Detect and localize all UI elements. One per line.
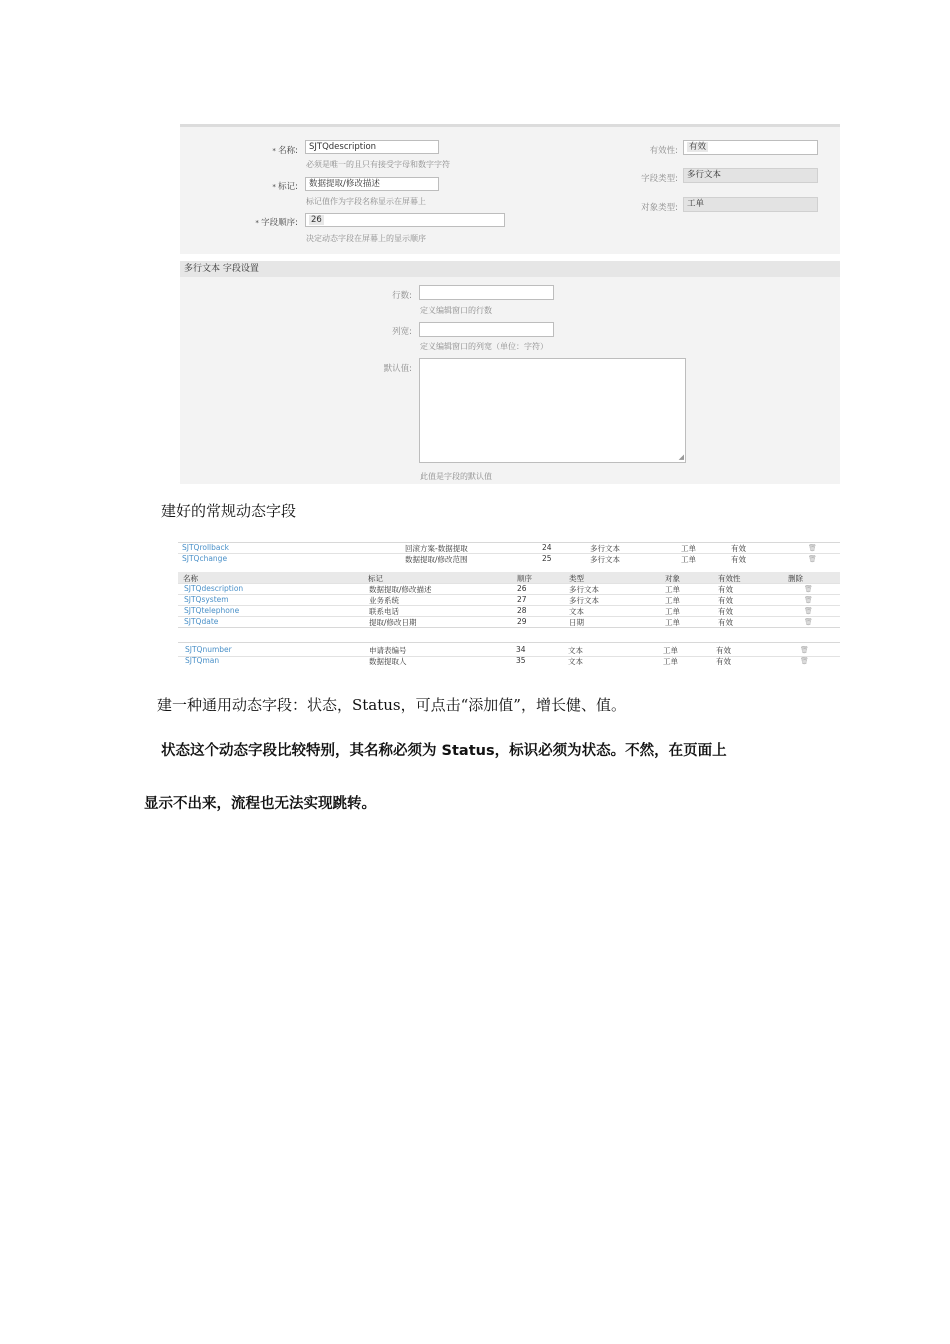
rows-label: 行数: <box>392 291 412 301</box>
list-item-tag: 申请表编号 <box>369 646 407 655</box>
list-item-tag: 业务系统 <box>369 596 399 605</box>
name-input[interactable]: SJTQdescription <box>305 140 439 154</box>
list-item-name[interactable]: SJTQchange <box>182 554 228 563</box>
object-type-value: 工单 <box>683 197 818 212</box>
list-item-name[interactable]: SJTQdescription <box>184 584 244 593</box>
trash-icon[interactable]: 🗑 <box>808 544 817 552</box>
list-item-name[interactable]: SJTQrollback <box>182 543 229 552</box>
column-header-delete: 删除 <box>788 574 803 583</box>
list-item-tag: 数据提取/修改范围 <box>405 555 468 564</box>
list-item-order: 24 <box>542 543 552 552</box>
paragraph-note-line1: 状态这个动态字段比较特别，其名称必须为 Status，标识必须为状态。不然，在页面上 <box>161 743 727 759</box>
list-item-valid: 有效 <box>716 657 731 666</box>
column-header-object[interactable]: 对象 <box>665 574 680 583</box>
trash-icon[interactable]: 🗑 <box>804 585 813 593</box>
multiline-settings-panel <box>180 261 840 484</box>
field-type-value: 多行文本 <box>683 168 818 183</box>
cols-hint: 定义编辑窗口的列宽（单位：字符） <box>420 342 548 351</box>
list-item-name[interactable]: SJTQtelephone <box>184 606 240 615</box>
field-list-screenshot <box>178 542 840 668</box>
list-item-type: 多行文本 <box>569 585 599 594</box>
list-item-object: 工单 <box>665 607 680 616</box>
trash-icon[interactable]: 🗑 <box>800 646 809 654</box>
validity-select[interactable]: 有效 <box>683 140 818 155</box>
cols-label: 列宽: <box>392 327 412 337</box>
object-type-label: 对象类型: <box>641 203 678 213</box>
rows-input[interactable] <box>419 285 554 300</box>
list-item-valid: 有效 <box>718 607 733 616</box>
default-hint: 此值是字段的默认值 <box>420 472 492 481</box>
name-label: * 名称: <box>272 146 298 156</box>
list-item-tag: 回滚方案-数据提取 <box>405 544 468 553</box>
column-header-type[interactable]: 类型 <box>569 574 584 583</box>
rows-hint: 定义编辑窗口的行数 <box>420 306 492 315</box>
list-item-object: 工单 <box>681 555 696 564</box>
dynamic-field-form-screenshot <box>180 124 840 484</box>
order-input[interactable]: 26 <box>305 213 505 227</box>
settings-title: 多行文本 字段设置 <box>180 261 840 277</box>
list-item-object: 工单 <box>665 585 680 594</box>
column-header-tag[interactable]: 标记 <box>368 574 383 583</box>
list-item-tag: 联系电话 <box>369 607 399 616</box>
list-item-object: 工单 <box>665 596 680 605</box>
list-item-order: 28 <box>517 606 527 615</box>
trash-icon[interactable]: 🗑 <box>800 657 809 665</box>
list-item-type: 多行文本 <box>590 544 620 553</box>
validity-label: 有效性: <box>649 146 678 156</box>
list-item-valid: 有效 <box>718 596 733 605</box>
name-hint: 必须是唯一的且只有接受字母和数字字符 <box>306 160 450 169</box>
list-item-order: 29 <box>517 617 527 626</box>
list-item-valid: 有效 <box>718 618 733 627</box>
list-item-order: 34 <box>516 645 526 654</box>
list-item-tag: 数据提取人 <box>369 657 407 666</box>
default-label: 默认值: <box>383 364 412 374</box>
list-item-valid: 有效 <box>716 646 731 655</box>
list-item-type: 日期 <box>569 618 584 627</box>
list-item-type: 多行文本 <box>590 555 620 564</box>
list-item-valid: 有效 <box>718 585 733 594</box>
trash-icon[interactable]: 🗑 <box>808 555 817 563</box>
order-hint: 决定动态字段在屏幕上的显示顺序 <box>306 234 426 243</box>
resize-grip-icon[interactable]: ◢ <box>678 453 684 461</box>
list-item-tag: 提取/修改日期 <box>369 618 417 627</box>
caption-built-fields: 建好的常规动态字段 <box>161 502 297 520</box>
list-item-order: 25 <box>542 554 552 563</box>
tag-hint: 标记值作为字段名称显示在屏幕上 <box>306 197 426 206</box>
trash-icon[interactable]: 🗑 <box>804 618 813 626</box>
list-item-object: 工单 <box>663 657 678 666</box>
column-header-name[interactable]: 名称 <box>183 574 198 583</box>
list-item-type: 多行文本 <box>569 596 599 605</box>
list-item-type: 文本 <box>568 646 583 655</box>
column-header-order[interactable]: 顺序 <box>517 574 532 583</box>
paragraph-status-field: 建一种通用动态字段：状态，Status，可点击“添加值”，增长健、值。 <box>157 696 626 714</box>
tag-label: * 标记: <box>272 182 298 192</box>
list-item-object: 工单 <box>663 646 678 655</box>
field-type-label: 字段类型: <box>641 174 678 184</box>
tag-input[interactable]: 数据提取/修改描述 <box>305 177 439 191</box>
list-item-tag: 数据提取/修改描述 <box>369 585 432 594</box>
list-item-order: 35 <box>516 656 526 665</box>
default-value-textarea[interactable] <box>419 358 686 463</box>
paragraph-note-line2: 显示不出来，流程也无法实现跳转。 <box>144 796 376 812</box>
column-header-valid[interactable]: 有效性 <box>718 574 741 583</box>
list-item-object: 工单 <box>665 618 680 627</box>
general-settings-panel <box>180 124 840 254</box>
list-item-type: 文本 <box>569 607 584 616</box>
order-label: * 字段顺序: <box>255 218 298 228</box>
list-item-name[interactable]: SJTQman <box>185 656 220 665</box>
list-item-order: 27 <box>517 595 527 604</box>
cols-input[interactable] <box>419 322 554 337</box>
list-item-order: 26 <box>517 584 527 593</box>
list-item-object: 工单 <box>681 544 696 553</box>
trash-icon[interactable]: 🗑 <box>804 596 813 604</box>
trash-icon[interactable]: 🗑 <box>804 607 813 615</box>
list-item-valid: 有效 <box>731 555 746 564</box>
list-item-type: 文本 <box>568 657 583 666</box>
list-item-valid: 有效 <box>731 544 746 553</box>
list-item-name[interactable]: SJTQnumber <box>185 645 232 654</box>
list-item-name[interactable]: SJTQsystem <box>184 595 229 604</box>
list-item-name[interactable]: SJTQdate <box>184 617 219 626</box>
